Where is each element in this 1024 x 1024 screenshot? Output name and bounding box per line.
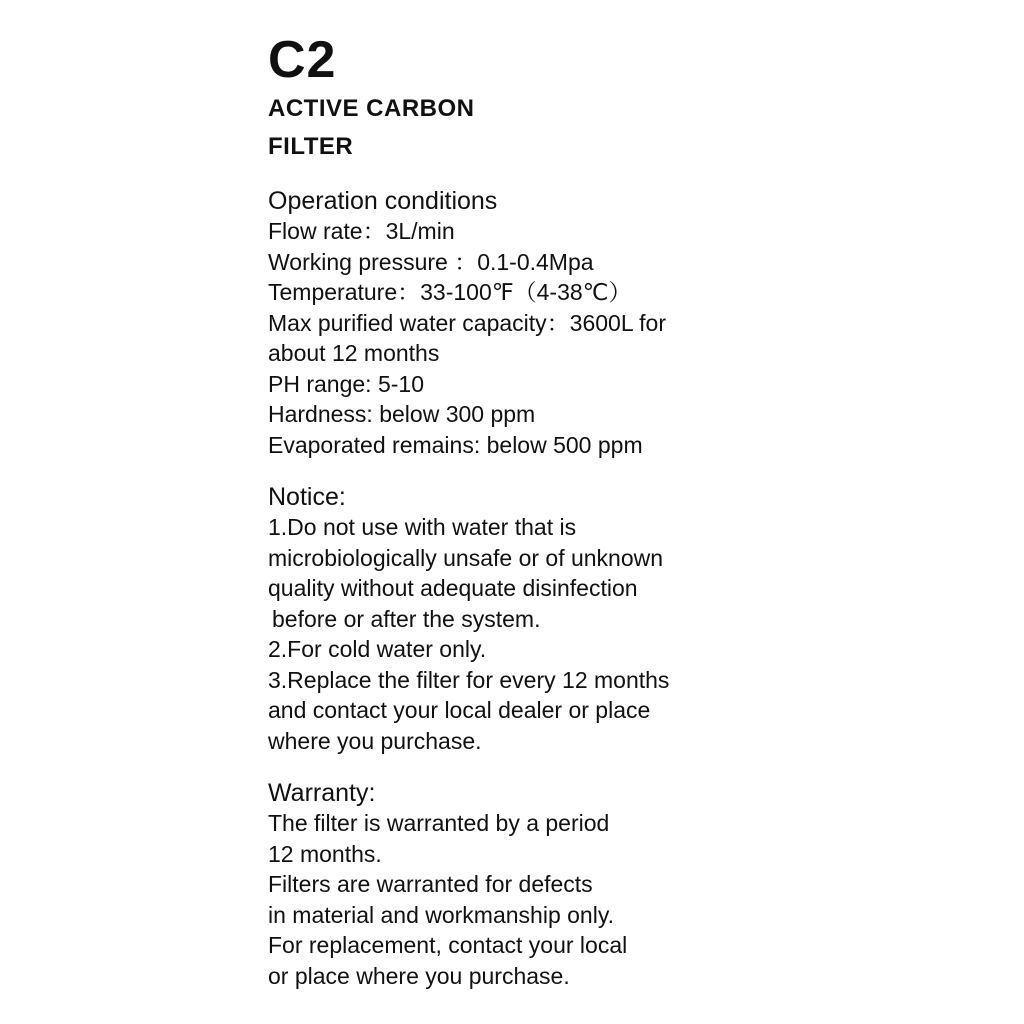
product-name-line-1: ACTIVE CARBON: [268, 95, 475, 122]
warranty-heading: Warranty:: [268, 779, 376, 807]
product-name-line-2: FILTER: [268, 133, 354, 160]
notice-section: [268, 482, 788, 756]
notice-line: 3.Replace the filter for every 12 months: [268, 666, 670, 693]
filter-label: [268, 30, 788, 991]
notice-line: before or after the system.: [272, 605, 541, 632]
warranty-line: The filter is warranted by a period: [268, 810, 610, 836]
model-code: C2: [268, 31, 337, 89]
ph-range: PH range: 5-10: [268, 370, 424, 397]
notice-line: 2.For cold water only.: [268, 636, 487, 662]
warranty-line: Filters are warranted for defects: [268, 871, 593, 897]
notice-item-1: [268, 512, 788, 634]
warranty-line: For replacement, contact your local: [268, 932, 628, 958]
notice-line: and contact your local dealer or place: [268, 697, 651, 723]
working-pressure: Working pressure ：0.1-0.4Mpa: [268, 248, 594, 275]
operation-conditions-heading: Operation conditions: [268, 187, 498, 215]
notice-heading: Notice:: [268, 483, 346, 511]
evaporated-remains: Evaporated remains: below 500 ppm: [268, 431, 643, 458]
operation-conditions-section: [268, 186, 788, 460]
max-capacity: Max purified water capacity：3600L for: [268, 309, 667, 336]
hardness: Hardness: below 300 ppm: [268, 401, 536, 427]
notice-line: quality without adequate disinfection: [268, 575, 638, 601]
warranty-section: [268, 778, 788, 991]
notice-item-3: [268, 665, 788, 757]
notice-line: 1.Do not use with water that is: [268, 514, 577, 540]
flow-rate: Flow rate：3L/min: [268, 218, 455, 244]
warranty-line: in material and workmanship only.: [268, 901, 615, 928]
notice-line: where you purchase.: [268, 727, 482, 754]
notice-item-2: [268, 634, 788, 665]
notice-line: microbiologically unsafe or of unknown: [268, 544, 664, 571]
temperature: Temperature：33-100℉（4-38℃）: [268, 279, 632, 305]
warranty-line: 12 months.: [268, 840, 382, 867]
warranty-line: or place where you purchase.: [268, 962, 570, 989]
max-capacity-duration: about 12 months: [268, 340, 440, 366]
